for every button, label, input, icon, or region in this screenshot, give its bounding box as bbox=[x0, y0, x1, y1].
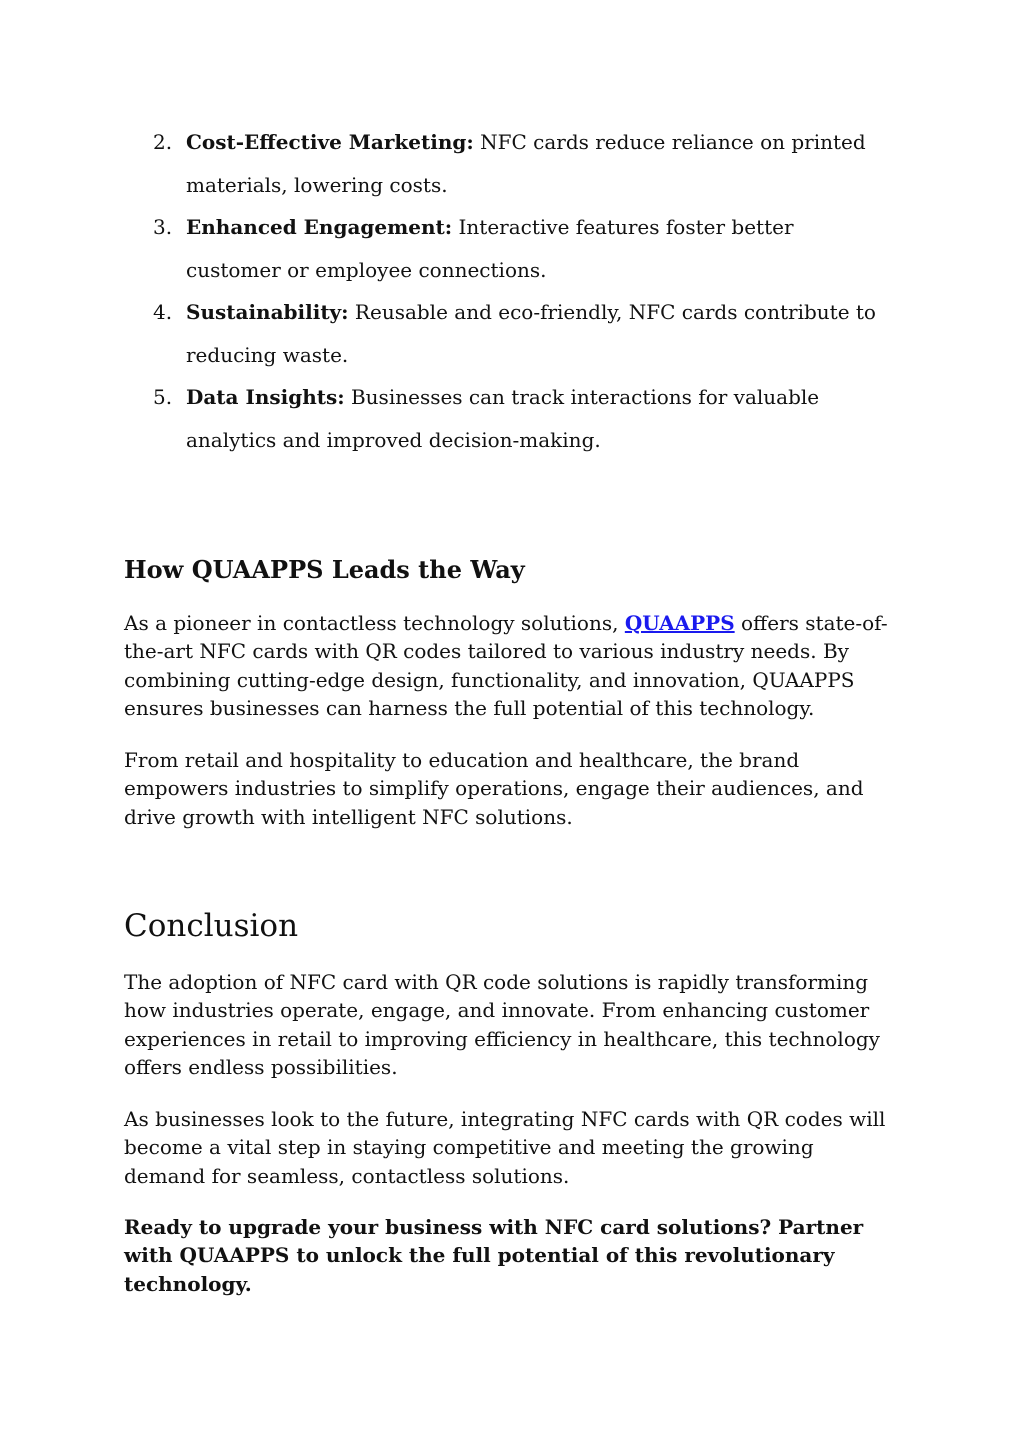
list-item-label: Data Insights: bbox=[186, 385, 345, 409]
list-item-number: 5. bbox=[153, 385, 173, 409]
quaapps-link[interactable]: QUAAPPS bbox=[624, 611, 735, 635]
call-to-action: Ready to upgrade your business with NFC card solutions? Partner with QUAAPPS to unlock the full potential of this revolutionary technology. bbox=[124, 1215, 864, 1296]
conclusion-paragraph-2: As businesses look to the future, integrating NFC cards with QR codes will become a vital step in staying competitive and meeting the growing demand for seamless, contactless solutions. bbox=[124, 1107, 886, 1188]
list-item bbox=[0, 291, 886, 376]
leads-paragraph-1 bbox=[124, 609, 894, 722]
list-item-text: Interactive features foster better customer or employee connections. bbox=[186, 215, 794, 282]
list-item bbox=[0, 376, 886, 461]
list-item-text: Businesses can track interactions for valuable analytics and improved decision-making. bbox=[186, 385, 820, 452]
list-item-number: 2. bbox=[153, 130, 173, 154]
conclusion-paragraph-1: The adoption of NFC card with QR code solutions is rapidly transforming how industries operate, engage, and innovate. From enhancing customer experiences in retail to improving efficiency in healthcare, this technology offers endless possibilities. bbox=[124, 970, 880, 1079]
leads-section-heading: How QUAAPPS Leads the Way bbox=[124, 555, 525, 584]
list-item-label: Enhanced Engagement: bbox=[186, 215, 453, 239]
list-item-number: 3. bbox=[153, 215, 173, 239]
list-item-text: NFC cards reduce reliance on printed materials, lowering costs. bbox=[186, 130, 866, 197]
list-item-number: 4. bbox=[153, 300, 173, 324]
list-item bbox=[0, 206, 886, 291]
conclusion-heading: Conclusion bbox=[124, 908, 299, 944]
list-item-label: Cost-Effective Marketing: bbox=[186, 130, 474, 154]
list-item-text: Reusable and eco-friendly, NFC cards contribute to reducing waste. bbox=[186, 300, 876, 367]
leads-paragraph-1-end: offers state-of-the-art NFC cards with QR codes tailored to various industry needs. By combining cutting-edge design, functionality, and innovation, QUAAPPS ensures businesses can harness the full potential of this technology. bbox=[124, 611, 888, 720]
list-item bbox=[0, 121, 886, 206]
list-item-label: Sustainability: bbox=[186, 300, 349, 324]
leads-paragraph-1-start: As a pioneer in contactless technology solutions, bbox=[124, 611, 625, 635]
leads-paragraph-2: From retail and hospitality to education and healthcare, the brand empowers industries to simplify operations, engage their audiences, and drive growth with intelligent NFC solutions. bbox=[124, 748, 864, 829]
benefits-list bbox=[0, 121, 1023, 461]
